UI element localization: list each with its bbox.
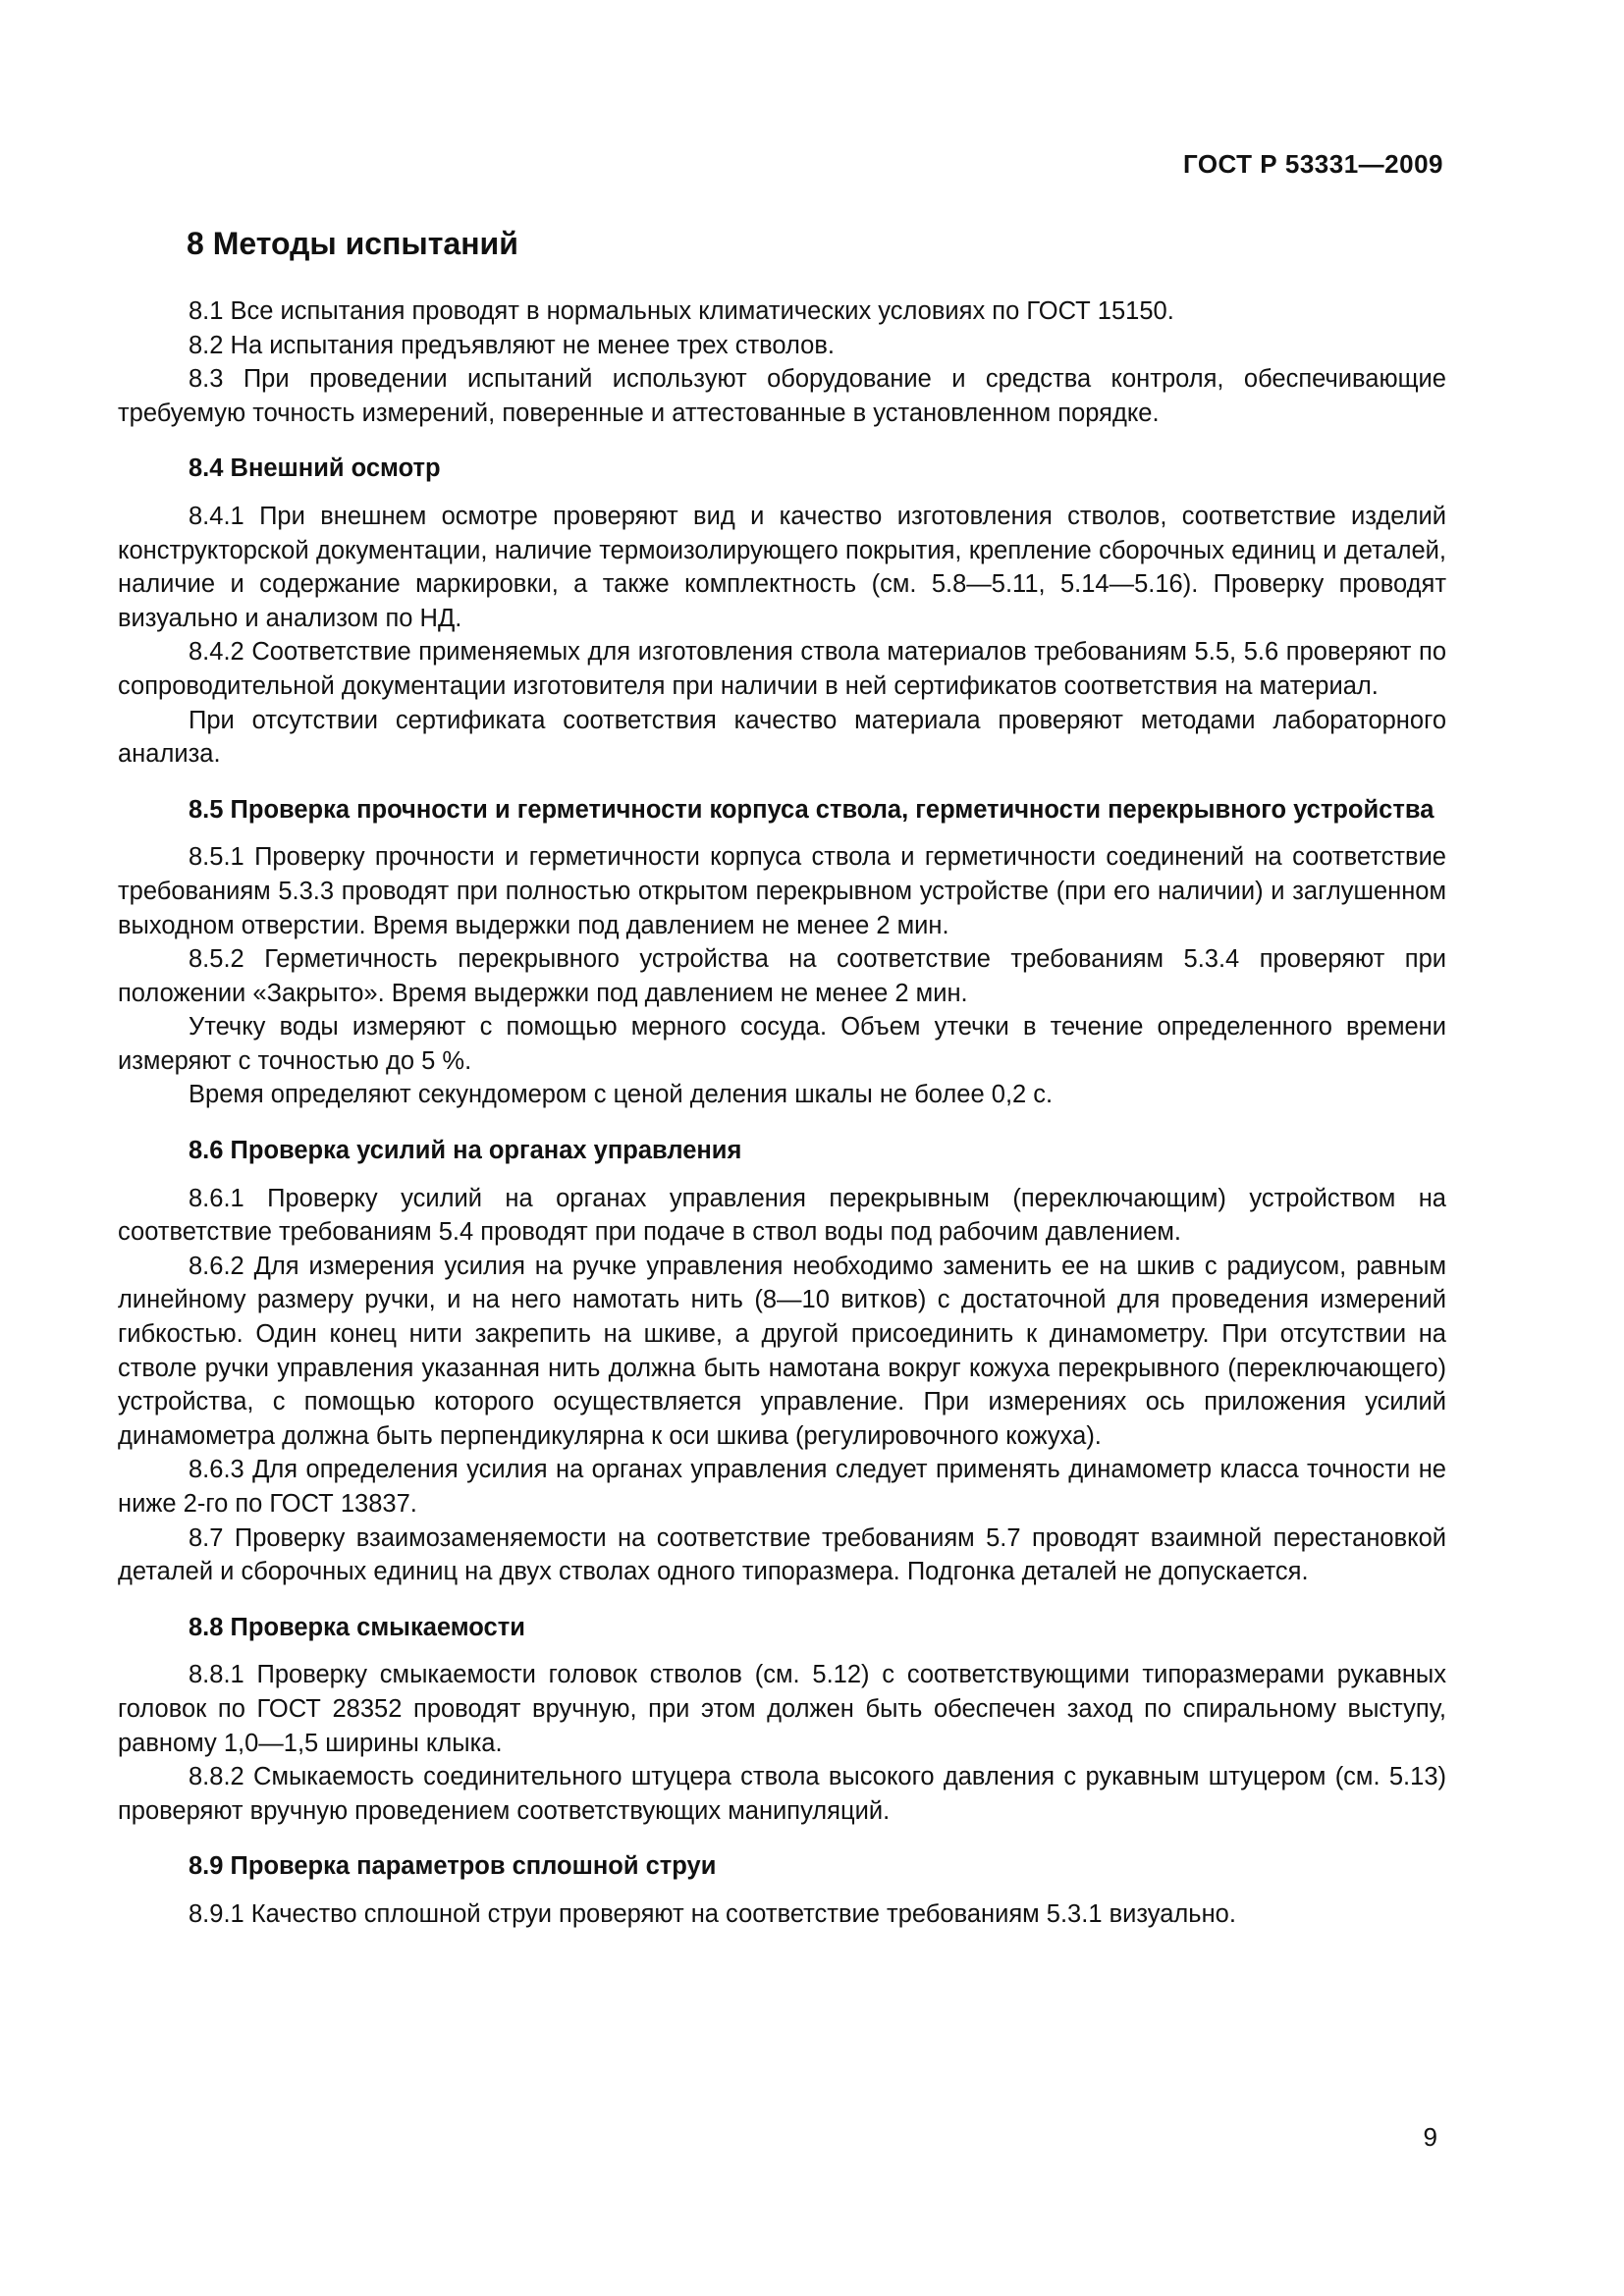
paragraph-8-6-2: 8.6.2 Для измерения усилия на ручке управления необходимо заменить ее на шкив с радиусом, равным линейному размеру ручки, и на него намотать нить (8—10 витков) с достаточной для проведения измерений гибкостью. Один конец нити закрепить на шкиве, а другой присоединить к динамометру. При отсутствии на стволе ручки управления указанная нить должна быть намотана вокруг кожуха перекрывного (переключающего) устройства, с помощью которого осуществляется управление. При измерениях ось приложения усилий динамометра должна быть перпендикулярна к оси шкива (регулировочного кожуха). <box>118 1252 1446 1450</box>
paragraph-8-5-2: 8.5.2 Герметичность перекрывного устройства на соответствие требованиям 5.3.4 проверяют при положении «Закрыто». Время выдержки под давлением не менее 2 мин. <box>118 945 1446 1007</box>
paragraph-8-5-2-leak: Утечку воды измеряют с помощью мерного сосуда. Объем утечки в течение определенного времени измеряют с точностью до 5 %. <box>118 1013 1446 1075</box>
paragraph-8-6-1: 8.6.1 Проверку усилий на органах управления перекрывным (переключающим) устройством на соответствие требованиям 5.4 проводят при подаче в ствол воды под рабочим давлением. <box>118 1184 1446 1247</box>
paragraph-8-2: 8.2 На испытания предъявляют не менее трех стволов. <box>189 331 835 359</box>
section-title: 8 Методы испытаний <box>187 226 518 261</box>
paragraph-8-8-1: 8.8.1 Проверку смыкаемости головок стволов (см. 5.12) с соответствующими типоразмерами рукавных головок по ГОСТ 28352 проводят вручную, при этом должен быть обеспечен заход по спиральному выступу, равному 1,0—1,5 ширины клыка. <box>118 1661 1446 1757</box>
paragraph-8-8-2: 8.8.2 Смыкаемость соединительного штуцера ствола высокого давления с рукавным штуцером (см. 5.13) проверяют вручную проведением соответствующих манипуляций. <box>118 1763 1446 1825</box>
subsection-heading-8-9: 8.9 Проверка параметров сплошной струи <box>189 1852 717 1881</box>
paragraph-8-6-3: 8.6.3 Для определения усилия на органах управления следует применять динамометр класса точности не ниже 2-го по ГОСТ 13837. <box>118 1456 1446 1518</box>
paragraph-8-3: 8.3 При проведении испытаний используют оборудование и средства контроля, обеспечивающие требуемую точность измерений, поверенные и аттестованные в установленном порядке. <box>118 365 1446 427</box>
page-number: 9 <box>1423 2122 1437 2152</box>
paragraph-8-4-2: 8.4.2 Соответствие применяемых для изготовления ствола материалов требованиям 5.5, 5.6 проверяют по сопроводительной документации изготовителя при наличии в ней сертификатов соответствия на материал. <box>118 638 1446 700</box>
paragraph-8-7: 8.7 Проверку взаимозаменяемости на соответствие требованиям 5.7 проводят взаимной перестановкой деталей и сборочных единиц на двух стволах одного типоразмера. Подгонка деталей не допускается. <box>118 1523 1446 1586</box>
paragraph-8-5-1: 8.5.1 Проверку прочности и герметичности корпуса ствола и герметичности соединений на соответствие требованиям 5.3.3 проводят при полностью открытом перекрывном устройстве (при его наличии) и заглушенном выходном отверстии. Время выдержки под давлением не менее 2 мин. <box>118 843 1446 939</box>
paragraph-8-9-1: 8.9.1 Качество сплошной струи проверяют на соответствие требованиям 5.3.1 визуально. <box>189 1899 1236 1928</box>
subsection-heading-8-4: 8.4 Внешний осмотр <box>189 454 441 483</box>
subsection-heading-8-6: 8.6 Проверка усилий на органах управления <box>189 1137 742 1165</box>
body-text <box>118 294 1446 1932</box>
subsection-heading-8-8: 8.8 Проверка смыкаемости <box>189 1613 525 1641</box>
subsection-heading-8-5: 8.5 Проверка прочности и герметичности корпуса ствола, герметичности перекрывного устройства <box>189 795 1435 824</box>
paragraph-8-4-2-note: При отсутствии сертификата соответствия качество материала проверяют методами лабораторного анализа. <box>118 706 1446 769</box>
paragraph-8-4-1: 8.4.1 При внешнем осмотре проверяют вид и качество изготовления стволов, соответствие изделий конструкторской документации, наличие термоизолирующего покрытия, крепление сборочных единиц и деталей, наличие и содержание маркировки, а также комплектность (см. 5.8—5.11, 5.14—5.16). Проверку проводят визуально и анализом по НД. <box>118 502 1446 632</box>
paragraph-8-1: 8.1 Все испытания проводят в нормальных климатических условиях по ГОСТ 15150. <box>189 297 1174 325</box>
paragraph-8-5-2-time: Время определяют секундомером с ценой деления шкалы не более 0,2 с. <box>189 1081 1054 1109</box>
document-code-header: ГОСТ Р 53331—2009 <box>1182 149 1443 179</box>
